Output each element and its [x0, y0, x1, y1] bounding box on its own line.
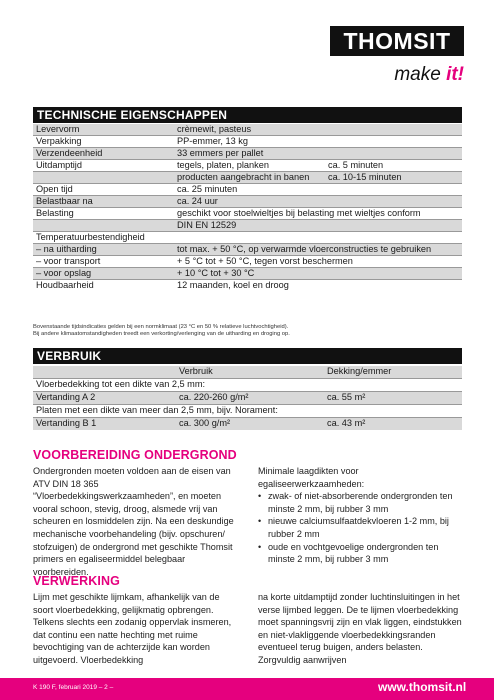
table-cell: Verzendeenheid	[33, 148, 174, 160]
table-row	[33, 280, 462, 292]
verbruik-heading: VERBRUIK	[33, 348, 462, 364]
table-cell: ca. 24 uur	[174, 196, 462, 208]
table-cell	[174, 232, 462, 244]
tagline-text: make	[394, 64, 447, 85]
verbruik-cell: Vertanding A 2	[33, 392, 176, 405]
table-cell: – voor transport	[33, 256, 174, 268]
table-cell: 12 maanden, koel en droog	[177, 280, 289, 290]
verbruik-cell: ca. 220-260 g/m²	[176, 392, 324, 405]
table-cell: ca. 25 minuten	[174, 184, 462, 196]
table-cell: Levervorm	[33, 124, 174, 136]
verwerking-text-right: na korte uitdamptijd zonder luchtinsluitingen in het verse lijmbed leggen. De te lijmen vloerbedekking moet spanningsvrij zijn en vlak liggen, eindstukken en niet-vlakliggende vloerbedekkingsranden eventueel terug buigen, anders belasten. Zorgvuldig aanwrijven	[258, 592, 462, 665]
table-row	[33, 256, 462, 268]
table-cell: ca. 5 minuten	[325, 160, 462, 172]
table-row	[33, 196, 462, 208]
table-cell: Open tijd	[33, 184, 174, 196]
table-cell	[33, 172, 174, 184]
voorbereiding-right	[258, 465, 466, 566]
table-row	[33, 220, 462, 232]
table-row	[33, 184, 462, 196]
thomsit-logo: THOMSIT	[330, 26, 464, 56]
verbruik-cell: Vertanding B 1	[33, 418, 176, 431]
voorbereiding-text: Ondergronden moeten voldoen aan de eisen van ATV DIN 18 365 “Vloerbedekkingswerkzaamheden”, en moeten vooral schoon, stevig, droog, alsmede vrij van scheuren en losmiddelen zijn. Na een deskundige mechanische voorbehandeling (bijv. opschuren/ stofzuigen) de ondergrond met geschikte Thomsit primers en egaliseermiddel belegbaar voorbereiden.	[33, 466, 234, 577]
table-row	[33, 172, 462, 184]
table-row	[33, 232, 462, 244]
tagline-accent: it!	[446, 64, 464, 85]
verbruik-table	[33, 366, 462, 430]
table-cell: Uitdamptijd	[33, 160, 174, 172]
table-cell: Houdbaarheid	[36, 280, 94, 290]
tech-footnote-2: Bij andere klimaatomstandigheden treedt een verkorting/verlenging van de uitharding en droging op.	[33, 331, 290, 337]
col-verbruik: Verbruik	[176, 366, 324, 379]
table-cell: – na uitharding	[33, 244, 174, 256]
table-cell	[33, 220, 174, 232]
footer-website-link[interactable]: www.thomsit.nl	[378, 680, 467, 694]
table-cell: tot max. + 50 °C, op verwarmde vloerconstructies te gebruiken	[174, 244, 462, 256]
table-cell: – voor opslag	[33, 268, 174, 280]
table-cell: Verpakking	[33, 136, 174, 148]
list-item: • nieuwe calciumsulfaatdekvloeren 1-2 mm, bij rubber 2 mm	[258, 515, 466, 540]
table-cell: producten aangebracht in banen	[174, 172, 325, 184]
table-cell: geschikt voor stoelwieltjes bij belasting met wieltjes conform	[174, 208, 462, 220]
tagline	[365, 64, 464, 86]
tech-table	[33, 124, 462, 291]
table-row	[33, 244, 462, 256]
list-item: • oude en vochtgevoelige ondergronden ten minste 2 mm, bij rubber 3 mm	[258, 541, 466, 566]
table-row	[33, 160, 462, 172]
table-cell: 33 emmers per pallet	[174, 148, 462, 160]
table-cell: + 5 °C tot + 50 °C, tegen vorst beschermen	[174, 256, 462, 268]
table-cell: + 10 °C tot + 30 °C	[174, 268, 462, 280]
table-row	[33, 148, 462, 160]
table-cell: ca. 10-15 minuten	[325, 172, 462, 184]
table-cell: PP-emmer, 13 kg	[174, 136, 462, 148]
verbruik-cell: ca. 55 m²	[324, 392, 462, 405]
verbruik-group-2: Platen met een dikte van meer dan 2,5 mm, bijv. Norament:	[33, 405, 462, 418]
table-row	[33, 124, 462, 136]
voorbereiding-heading: VOORBEREIDING ONDERGROND	[33, 448, 237, 462]
table-cell: Belasting	[33, 208, 174, 220]
tech-footnote-1: Bovenstaande tijdsindicaties gelden bij een normklimaat (23 °C en 50 % relatieve luchtvochtigheid).	[33, 324, 289, 330]
table-row	[33, 136, 462, 148]
tech-heading: TECHNISCHE EIGENSCHAPPEN	[33, 107, 462, 123]
col-dekking: Dekking/emmer	[324, 366, 462, 379]
table-cell: Belastbaar na	[33, 196, 174, 208]
laagdikten-list	[258, 490, 466, 566]
verbruik-group-1: Vloerbedekking tot een dikte van 2,5 mm:	[33, 379, 462, 392]
laagdikten-intro: Minimale laagdikten voor egaliseerwerkzaamheden:	[258, 466, 365, 489]
table-cell: Temperatuurbestendigheid	[33, 232, 174, 244]
verbruik-cell: ca. 43 m²	[324, 418, 462, 431]
table-cell: tegels, platen, planken	[174, 160, 325, 172]
table-cell: crèmewit, pasteus	[174, 124, 462, 136]
table-row	[33, 268, 462, 280]
verwerking-heading: VERWERKING	[33, 574, 120, 588]
table-row	[33, 208, 462, 220]
verwerking-text-left: Lijm met geschikte lijmkam, afhankelijk van de soort vloerbedekking, gelijkmatig opbrengen. Telkens slechts een zodanig oppervlak insmeren, dat continu een natte hechting met ruime bevochtiging van de achterzijde kan worden uitgevoerd. Vloerbedekking	[33, 592, 232, 665]
verbruik-cell: ca. 300 g/m²	[176, 418, 324, 431]
table-cell: DIN EN 12529	[174, 220, 462, 232]
list-item: • zwak- of niet-absorberende ondergronden ten minste 2 mm, bij rubber 3 mm	[258, 490, 466, 515]
footer-doc-id: K 190 F, februari 2019 – 2 –	[33, 684, 114, 691]
